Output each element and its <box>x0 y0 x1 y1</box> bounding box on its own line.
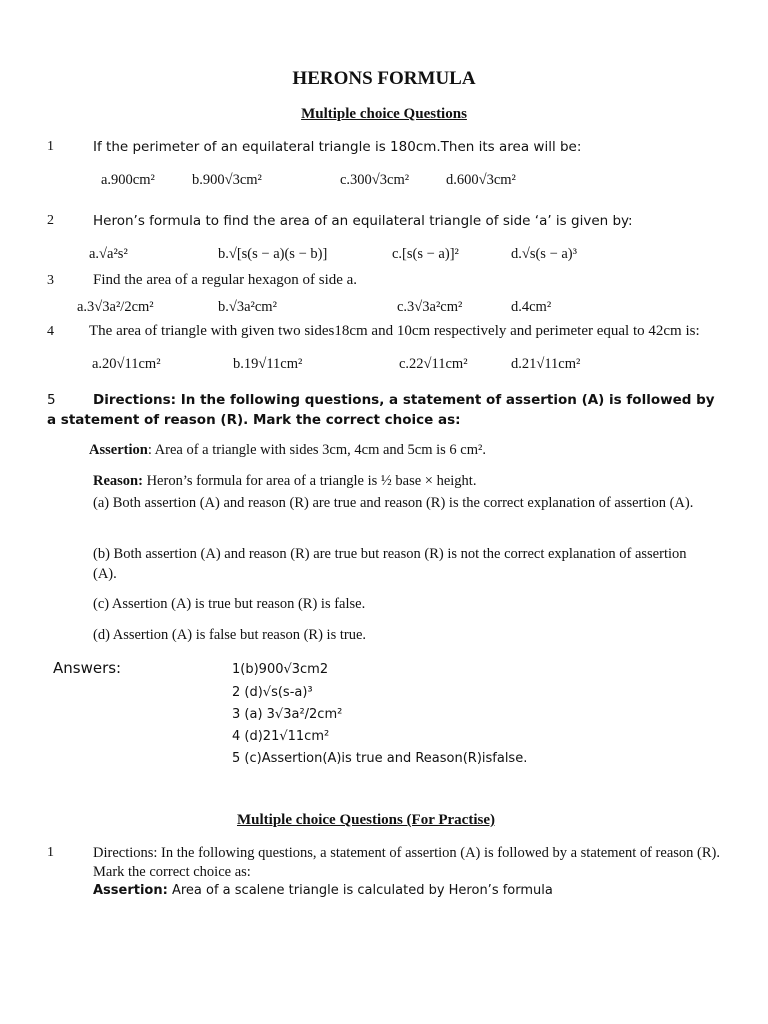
option-d: d.√s(s − a)³ <box>511 246 577 262</box>
option-c: c.300√3cm² <box>340 172 410 188</box>
option-d: d.600√3cm² <box>446 172 516 188</box>
question-text: Heron’s formula to find the area of an equilateral triangle of side ‘a’ is given by: <box>93 213 633 229</box>
question-text: If the perimeter of an equilateral triangle is 180cm.Then its area will be: <box>93 139 582 155</box>
option-a: a.20√11cm² <box>92 356 161 372</box>
option-c: c.3√3a²cm² <box>397 299 463 315</box>
assertion-text: Area of a scalene triangle is calculated by Heron’s formula <box>167 883 553 898</box>
question-text: The area of triangle with given two sides18cm and 10cm respectively and perimeter equal to 42cm is: <box>89 323 700 339</box>
practice-assertion <box>93 883 553 898</box>
question-number: 1 <box>47 139 54 154</box>
answer-item: 1(b)900√3cm2 <box>232 662 329 677</box>
assertion-label: Assertion: <box>93 883 168 898</box>
choice-d: (d) Assertion (A) is false but reason (R) is true. <box>93 627 367 643</box>
answers-label: Answers: <box>53 659 122 677</box>
section-heading: Multiple choice Questions <box>301 106 467 122</box>
question-text: Find the area of a regular hexagon of side a. <box>93 272 358 288</box>
question-5-directions <box>47 390 727 430</box>
option-b: b.√[s(s − a)(s − b)] <box>218 246 328 262</box>
reason-line <box>93 473 733 490</box>
option-c: c.22√11cm² <box>399 356 468 372</box>
assertion-text: : Area of a triangle with sides 3cm, 4cm and 5cm is 6 cm². <box>147 442 486 458</box>
answer-item: 4 (d)21√11cm² <box>232 729 330 744</box>
option-b: b.19√11cm² <box>233 356 303 372</box>
choice-b: (b) Both assertion (A) and reason (R) are true but reason (R) is not the correct explanation of assertion (A). <box>93 546 687 582</box>
choice-a: (a) Both assertion (A) and reason (R) are true and reason (R) is the correct explanation of assertion (A). <box>93 495 694 511</box>
question-number: 4 <box>47 324 54 339</box>
question-number: 1 <box>47 845 54 860</box>
answer-item: 5 (c)Assertion(A)is true and Reason(R)isfalse. <box>232 751 528 766</box>
page-title: HERONS FORMULA <box>292 68 476 89</box>
choice-c: (c) Assertion (A) is true but reason (R) is false. <box>93 596 366 612</box>
option-d: d.4cm² <box>511 299 552 315</box>
question-number: 3 <box>47 273 54 288</box>
directions-text: Directions: In the following questions, a statement of assertion (A) is followed by a statement of reason (R). Mark the correct choice as: <box>47 392 715 428</box>
question-number: 5 <box>47 392 56 408</box>
answer-item: 2 (d)√s(s-a)³ <box>232 685 313 700</box>
practice-directions: Directions: In the following questions, a statement of assertion (A) is followed by a statement of reason (R). Mark the correct choice as: <box>93 845 720 880</box>
reason-text: Heron’s formula for area of a triangle is ½ base × height. <box>142 473 477 489</box>
assertion-label: Assertion <box>89 442 148 458</box>
option-a: a.900cm² <box>101 172 155 188</box>
assertion-line <box>89 442 729 459</box>
answer-item: 3 (a) 3√3a²/2cm² <box>232 707 343 722</box>
option-c: c.[s(s − a)]² <box>392 246 459 262</box>
option-a: a.√a²s² <box>89 246 128 262</box>
practice-heading: Multiple choice Questions (For Practise) <box>236 812 495 828</box>
reason-label: Reason: <box>93 473 143 489</box>
option-d: d.21√11cm² <box>511 356 581 372</box>
option-b: b.√3a²cm² <box>218 299 277 315</box>
option-b: b.900√3cm² <box>192 172 262 188</box>
question-number: 2 <box>47 213 54 228</box>
option-a: a.3√3a²/2cm² <box>77 299 154 315</box>
